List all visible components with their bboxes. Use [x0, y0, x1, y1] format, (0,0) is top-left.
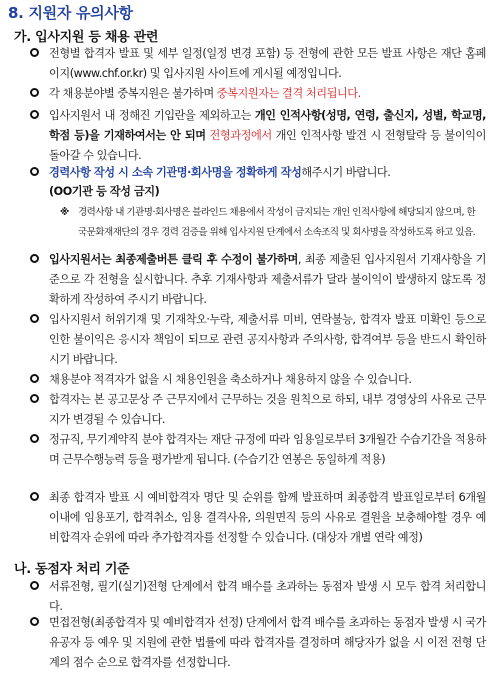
- notice-item: [30, 488, 486, 548]
- subsection-title-tiebreak: 나. 동점자 처리 기준: [14, 562, 130, 577]
- notice-text-part: 전형별 합격자 발표 및 세부 일정(일정 변경 포함) 등 전형에 관한 모든 발표 사항은 재단 홈페이지(www.chf.or.kr) 및 입사지원 사이트에 게시될 예정입니다.: [49, 47, 486, 80]
- notice-text: [49, 370, 486, 390]
- circle-bullet-icon: [30, 110, 39, 119]
- notice-item: [30, 84, 486, 104]
- circle-bullet-icon: [30, 394, 39, 403]
- notice-text: [49, 310, 486, 370]
- notice-text-red: 전형과정에서: [205, 129, 272, 142]
- notice-text-part: 면접전형(최종합격자 및 예비합격자 선정) 단계에서 합격 배수를 초과하는 동점자 발생 시 국가유공자 등 예우 및 지원에 관한 법률에 따라 합격자를 결정하며 해당자가 없을 시 이전 전형 단계의 점수 순으로 합격자를 선정합니다.: [49, 616, 486, 669]
- section-title: 8. 지원자 유의사항: [8, 4, 133, 22]
- duplicate-application-warning: 중복지원자는 결격 처리됩니다.: [216, 87, 361, 100]
- notice-text-part: 합격자는 본 공고문상 주 근무지에서 근무하는 것을 원칙으로 하되, 내부 경영상의 사유로 근무지가 변경될 수 있습니다.: [49, 393, 486, 426]
- notice-text: [49, 577, 486, 617]
- notice-text-bold: 입사지원서는 최종제출버튼 클릭 후 수정이 불가하며: [49, 253, 298, 266]
- notice-item: [30, 250, 486, 310]
- circle-bullet-icon: [30, 88, 39, 97]
- notice-item: [30, 44, 486, 84]
- notice-text: [49, 390, 486, 430]
- notice-text: [49, 84, 486, 104]
- circle-bullet-icon: [30, 167, 39, 176]
- circle-bullet-icon: [30, 48, 39, 57]
- circle-bullet-icon: [30, 617, 39, 626]
- notice-text-bold: 개인 인적사항(성명, 연령, 출신지, 성별, 학교명, 학점 등)을 기재하여서는 안 되며: [49, 109, 486, 142]
- career-instruction: 경력사항 작성 시 소속 기관명·회사명을 정확하게 작성: [49, 166, 302, 179]
- circle-bullet-icon: [30, 374, 39, 383]
- career-subnote: (OO기관 등 작성 금지): [49, 185, 160, 198]
- notice-text-part: 최종 합격자 발표 시 예비합격자 명단 및 순위를 함께 발표하며 최종합격 발표일로부터 6개월 이내에 임용포기, 합격취소, 임용 결격사유, 의원면직 등의 사유로 결원을 보충해야할 경우 예비합격자 순위에 따라 추가합격자를 선정할 수 있습니다. (대상자 개별 연락 예정): [49, 491, 486, 544]
- notice-text-part: 정규직, 무기계약직 분야 합격자는 재단 규정에 따라 임용일로부터 3개월간 수습기간을 적용하며 근무수행능력 등을 평가받게 됩니다. (수습기간 연봉은 동일하게 적용): [49, 433, 486, 466]
- notice-text: [49, 250, 486, 310]
- circle-bullet-icon: [30, 492, 39, 501]
- notice-text-part: , 최종 제출된 입사지원서 기재사항을 기준으로 각 전형을 실시합니다. 추후 기재사항과 제출서류가 달라 불이익이 발생하지 않도록 정확하게 작성하여 주시기 바랍니다.: [49, 253, 486, 306]
- notice-text: [49, 163, 486, 183]
- circle-bullet-icon: [30, 314, 39, 323]
- circle-bullet-icon: [30, 581, 39, 590]
- circle-bullet-icon: [30, 434, 39, 443]
- notice-item: [30, 390, 486, 430]
- tiebreak-item: [30, 577, 486, 617]
- reference-note: [60, 203, 480, 243]
- reference-note-text: 경력사항 내 기관명·회사명은 블라인드 채용에서 작성이 금지되는 개인 인적사항에 해당되지 않으며, 한국문화재재단의 경우 경력 검증을 위해 입사지원 단계에서 소속조직 및 회사명을 작성하도록 하고 있음.: [78, 207, 476, 238]
- notice-text: [49, 430, 486, 470]
- notice-text-part: 각 채용분야별 중복지원은 불가하며: [49, 87, 217, 100]
- notice-text-part: 해주시기 바랍니다.: [301, 166, 391, 179]
- notice-text: [49, 488, 486, 548]
- notice-text-part: 개인 인적사항 발견 시 전형탈락 등 불이익이 돌아갈 수 있습니다.: [49, 129, 486, 162]
- notice-text-part: 입사지원서 내 정해진 기입란을 제외하고는: [49, 109, 255, 122]
- notice-item: [30, 310, 486, 370]
- notice-text: [49, 44, 486, 84]
- notice-text-part: 채용분야 적격자가 없을 시 채용인원을 축소하거나 채용하지 않을 수 있습니다.: [49, 373, 412, 386]
- notice-text: [49, 106, 486, 166]
- notice-text-part: 입사지원서 허위기재 및 기재착오·누락, 제출서류 미비, 연락불능, 합격자 발표 미확인 등으로 인한 불이익은 응시자 책임이 되므로 관련 공지사항과 주의사항, 합격여부 등을 반드시 확인하시기 바랍니다.: [49, 313, 486, 366]
- circle-bullet-icon: [30, 254, 39, 263]
- notice-item: [30, 430, 486, 470]
- notice-text-part: 서류전형, 필기(실기)전형 단계에서 합격 배수를 초과하는 동점자 발생 시 모두 합격 처리합니다.: [49, 580, 486, 613]
- subsection-title-hiring: 가. 입사지원 등 채용 관련: [14, 30, 159, 45]
- reference-mark: ※: [60, 207, 69, 218]
- notice-item: [30, 163, 486, 183]
- tiebreak-item: [30, 613, 486, 673]
- notice-item: [30, 370, 486, 390]
- notice-item: [30, 106, 486, 166]
- notice-text: [49, 613, 486, 673]
